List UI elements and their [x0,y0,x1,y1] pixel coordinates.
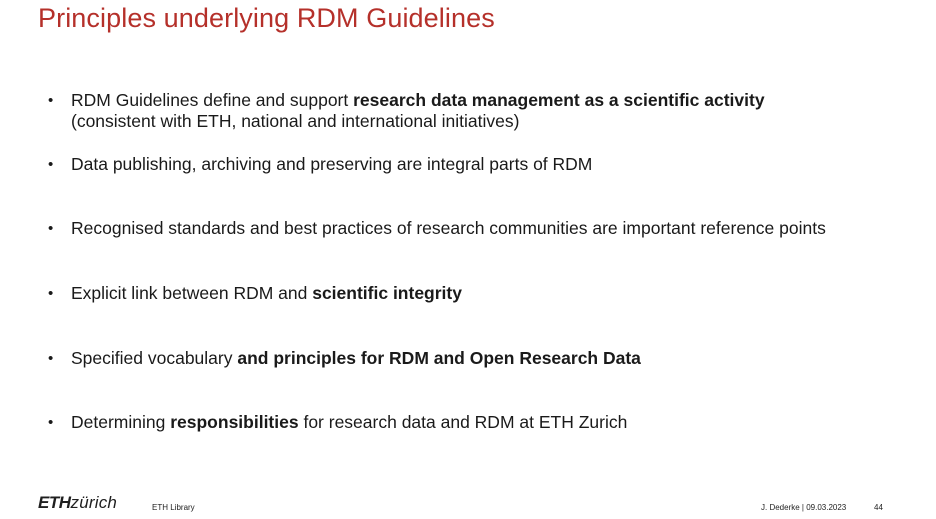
bullet-marker: • [48,285,54,302]
bullet-marker: • [48,220,54,237]
bullet-text-normal: for research data and RDM at ETH Zurich [298,412,628,432]
bullet-text-continuation: (consistent with ETH, national and international initiatives) [71,111,520,131]
bullet-marker: • [48,350,54,367]
bullet-text: Data publishing, archiving and preserving are integral parts of RDM [71,154,593,174]
bullet-text-normal: Determining [71,412,171,432]
bullet-marker: • [48,156,54,173]
bullet-text-normal: RDM Guidelines define and support [71,90,354,110]
bullet-text-normal: Specified vocabulary [71,348,238,368]
bullet-text [71,90,765,132]
bullet-text: Recognised standards and best practices of research communities are important reference points [71,218,826,238]
logo-zurich-text: zürich [70,493,118,512]
bullet-text-bold: responsibilities [170,412,299,432]
eth-zurich-logo [38,493,117,513]
bullet-marker: • [48,414,54,431]
bullet-text [71,283,462,304]
bullet-text-bold: scientific integrity [312,283,462,303]
bullet-text-bold: research data management as a scientific activity [353,90,765,110]
page-number: 44 [874,503,883,512]
footer-department: ETH Library [152,503,195,512]
slide-title: Principles underlying RDM Guidelines [38,3,495,33]
bullet-text [71,412,627,433]
logo-eth-text: ETH [38,493,71,512]
bullet-text [71,348,641,369]
bullet-text-normal: Explicit link between RDM and [71,283,313,303]
bullet-marker: • [48,92,54,109]
bullet-text-bold: and principles for RDM and Open Research Data [237,348,641,368]
footer-author-date: J. Dederke | 09.03.2023 [761,503,847,512]
